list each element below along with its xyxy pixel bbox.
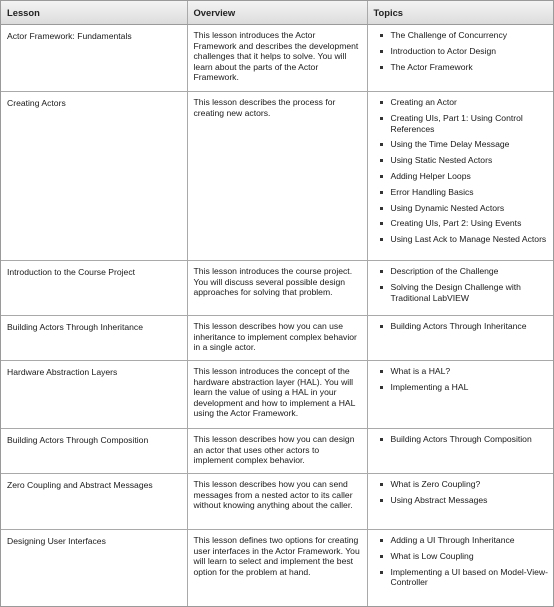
topic-label: Creating an Actor — [390, 97, 457, 107]
bullet-icon — [380, 571, 383, 574]
topic-label: Description of the Challenge — [390, 266, 499, 276]
topic-list-item — [380, 382, 550, 393]
topic-list-item — [380, 218, 550, 229]
bullet-icon — [380, 386, 383, 389]
topic-label: Solving the Design Challenge with Traditional LabVIEW — [390, 281, 521, 303]
bullet-icon — [380, 117, 383, 120]
topic-list-item — [380, 567, 550, 589]
lesson-overview-cell: This lesson defines two options for creating user interfaces in the Actor Framework. You will learn to select and implement the best option for the problem at hand. — [187, 530, 367, 607]
lesson-overview-cell: This lesson introduces the course project. You will discuss several possible design approaches for solving that problem. — [187, 261, 367, 316]
topic-label: The Challenge of Concurrency — [390, 30, 508, 40]
topic-label: Using Last Ack to Manage Nested Actors — [390, 234, 547, 245]
topic-list-item — [380, 551, 550, 562]
bullet-icon — [380, 191, 383, 194]
lesson-topics-cell — [367, 92, 553, 261]
topic-label: Error Handling Basics — [390, 186, 474, 197]
lesson-overview-cell: This lesson describes how you can use inheritance to implement complex behavior in a single actor. — [187, 316, 367, 361]
lesson-title-cell: Introduction to the Course Project — [1, 261, 187, 316]
lesson-title-cell: Hardware Abstraction Layers — [1, 361, 187, 429]
topics-list — [380, 535, 550, 588]
table-row — [1, 361, 553, 429]
bullet-icon — [380, 34, 383, 37]
table-row — [1, 316, 553, 361]
topics-list — [380, 366, 550, 393]
lesson-title-cell: Designing User Interfaces — [1, 530, 187, 607]
topic-label: Adding Helper Loops — [390, 170, 471, 181]
table-header-row — [1, 1, 553, 25]
topic-label: Implementing a HAL — [390, 381, 469, 392]
bullet-icon — [380, 325, 383, 328]
topic-list-item — [380, 234, 550, 245]
lesson-overview-cell: This lesson introduces the Actor Framework and describes the development challenges that it helps to solve. You will learn about the parts of the Actor Framework. — [187, 25, 367, 92]
topic-list-item — [380, 113, 550, 135]
bullet-icon — [380, 539, 383, 542]
topic-list-item — [380, 46, 550, 57]
topic-label: What is Zero Coupling? — [390, 479, 481, 489]
bullet-icon — [380, 370, 383, 373]
topic-list-item — [380, 321, 550, 332]
bullet-icon — [380, 499, 383, 502]
lesson-title-cell: Building Actors Through Inheritance — [1, 316, 187, 361]
table-row — [1, 429, 553, 474]
bullet-icon — [380, 222, 383, 225]
bullet-icon — [380, 159, 383, 162]
topic-label: Using Dynamic Nested Actors — [390, 202, 505, 213]
topic-label: Implementing a UI based on Model-View-Controller — [390, 566, 548, 588]
topic-list-item — [380, 495, 550, 506]
bullet-icon — [380, 438, 383, 441]
lesson-title-cell: Zero Coupling and Abstract Messages — [1, 474, 187, 530]
topics-list — [380, 434, 550, 445]
overview-column-header: Overview — [187, 1, 367, 25]
lesson-column-header: Lesson — [1, 1, 187, 25]
topic-label: Using the Time Delay Message — [390, 139, 510, 150]
course-outline-table — [1, 1, 553, 607]
topic-label: Using Static Nested Actors — [390, 155, 493, 166]
topic-label: Building Actors Through Inheritance — [390, 321, 527, 331]
topic-list-item — [380, 479, 550, 490]
topics-list — [380, 30, 550, 72]
table-row — [1, 261, 553, 316]
topic-list-item — [380, 535, 550, 546]
lesson-topics-cell — [367, 361, 553, 429]
topics-list — [380, 321, 550, 332]
table-row — [1, 474, 553, 530]
lesson-title-cell: Creating Actors — [1, 92, 187, 261]
topic-list-item — [380, 171, 550, 182]
topic-label: What is a HAL? — [390, 366, 451, 376]
topic-list-item — [380, 203, 550, 214]
bullet-icon — [380, 483, 383, 486]
table-row — [1, 25, 553, 92]
lesson-overview-cell: This lesson describes how you can send messages from a nested actor to its caller without knowing anything about the caller. — [187, 474, 367, 530]
bullet-icon — [380, 101, 383, 104]
topic-list-item — [380, 434, 550, 445]
topic-label: Introduction to Actor Design — [390, 45, 497, 56]
bullet-icon — [380, 143, 383, 146]
bullet-icon — [380, 66, 383, 69]
lesson-title-cell: Actor Framework: Fundamentals — [1, 25, 187, 92]
lesson-overview-cell: This lesson introduces the concept of the hardware abstraction layer (HAL). You will learn the value of using a HAL in your development and how to implement a HAL using the Actor Framework. — [187, 361, 367, 429]
topic-list-item — [380, 187, 550, 198]
topic-list-item — [380, 97, 550, 108]
table-body — [1, 25, 553, 607]
topic-label: Building Actors Through Composition — [390, 434, 532, 444]
topic-list-item — [380, 366, 550, 377]
topic-list-item — [380, 282, 550, 304]
bullet-icon — [380, 175, 383, 178]
bullet-icon — [380, 238, 383, 241]
lesson-overview-cell: This lesson describes how you can design an actor that uses other actors to implement complex behavior. — [187, 429, 367, 474]
table-row — [1, 530, 553, 607]
topic-label: Creating UIs, Part 2: Using Events — [390, 218, 522, 229]
topic-label: The Actor Framework — [390, 61, 473, 72]
topics-list — [380, 97, 550, 245]
topics-list — [380, 479, 550, 506]
topic-list-item — [380, 266, 550, 277]
lesson-topics-cell — [367, 25, 553, 92]
lesson-topics-cell — [367, 261, 553, 316]
topic-list-item — [380, 155, 550, 166]
bullet-icon — [380, 207, 383, 210]
bullet-icon — [380, 286, 383, 289]
lesson-topics-cell — [367, 316, 553, 361]
topics-list — [380, 266, 550, 303]
topic-list-item — [380, 139, 550, 150]
topic-list-item — [380, 62, 550, 73]
topic-label: Adding a UI Through Inheritance — [390, 535, 515, 545]
lesson-title-cell: Building Actors Through Composition — [1, 429, 187, 474]
topic-list-item — [380, 30, 550, 41]
topics-column-header: Topics — [367, 1, 553, 25]
bullet-icon — [380, 50, 383, 53]
lesson-topics-cell — [367, 429, 553, 474]
lesson-overview-cell: This lesson describes the process for creating new actors. — [187, 92, 367, 261]
lesson-topics-cell — [367, 530, 553, 607]
bullet-icon — [380, 270, 383, 273]
topic-label: What is Low Coupling — [390, 550, 474, 561]
topic-label: Using Abstract Messages — [390, 494, 488, 505]
bullet-icon — [380, 555, 383, 558]
lesson-topics-cell — [367, 474, 553, 530]
topic-label: Creating UIs, Part 1: Using Control References — [390, 112, 523, 134]
table-row — [1, 92, 553, 261]
